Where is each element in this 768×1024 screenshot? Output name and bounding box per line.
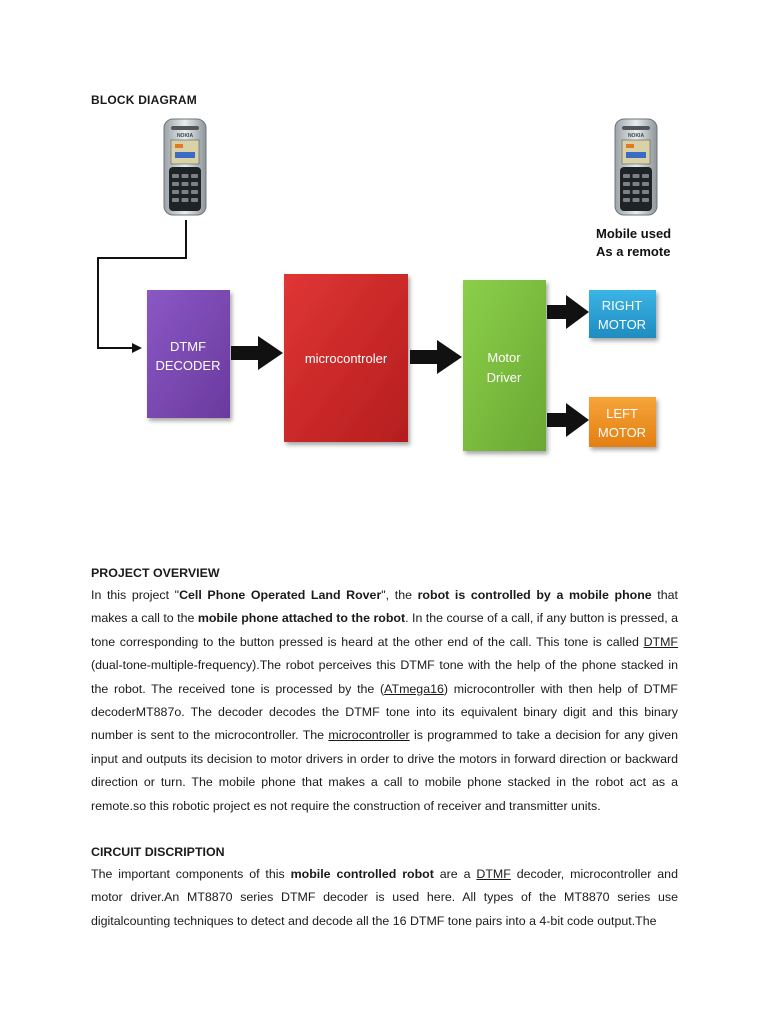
dtmf-label-line2: DECODER [155,358,221,373]
overview-text: . In the course of a call, if any button is pressed, a tone corresponding to the button pressed is heard at the other end of the call. This tone is called [91,611,679,649]
overview-text: (dual-tone-multiple-frequency).The robot perceives this DTMF tone with the help of the phone stacked in the robot. The received tone is processed by the ( [91,658,678,696]
right-motor-label-line2: MOTOR [597,317,647,332]
circuit-text: The important components of this [91,867,291,881]
phone-right-brand: NOKIA [627,133,645,139]
remote-caption-line1: Mobile used [596,226,672,241]
arrow-decoder-to-micro [231,336,283,370]
arrow-driver-to-left-motor [547,403,589,437]
overview-text: ", the [381,588,418,602]
remote-caption-line2: As a remote [596,244,671,259]
left-motor-label-line2: MOTOR [597,425,647,440]
dtmf-link[interactable]: DTMF [643,634,678,649]
overview-project-name: Cell Phone Operated Land Rover [179,588,382,602]
left-motor-label-line1: LEFT [606,406,638,421]
motor-driver-label-line1: Motor [487,350,521,365]
circuit-description-paragraph [91,863,678,933]
circuit-bold-phrase: mobile controlled robot [290,867,434,881]
overview-bold-phrase: robot is controlled by a mobile phone [417,588,652,602]
overview-text: ) microcontroller with then help of DTMF decoderMT887o. The decoder decodes the DTMF tone into its equivalent binary digit and this binary number is sent to the microcontroller. The [91,681,678,743]
block-diagram-heading: BLOCK DIAGRAM [91,93,197,107]
motor-driver-block [463,280,546,451]
project-overview-title: PROJECT OVERVIEW [91,566,220,580]
right-motor-label-line1: RIGHT [601,298,643,313]
overview-bold-phrase: mobile phone attached to the robot [197,611,406,626]
overview-text: In this project " [91,588,180,602]
remote-caption [596,225,671,261]
atmega16-link[interactable]: ATmega16 [384,681,444,696]
dtmf-decoder-block [147,290,230,418]
dtmf-link[interactable]: DTMF [476,867,511,881]
microcontroller-link[interactable]: microcontroller [328,728,410,743]
circuit-text: decoder, microcontroller and motor driver.An MT8870 series DTMF decoder is used here. All types of the MT8870 series use digitalcounting techniques to detect and decode all the 16 DTMF tone pairs into a 4-bit code output.The [91,867,678,928]
overview-text: that makes a call to the [91,588,678,626]
phone-right-icon [615,119,657,215]
phone-left-brand: NOKIA [176,133,194,139]
circuit-description-title: CIRCUIT DISCRIPTION [91,845,225,859]
dtmf-label-line1: DTMF [169,339,207,354]
microcontroller-label: microcontroler [304,351,388,366]
motor-driver-label-line2: Driver [486,370,522,385]
overview-text: is programmed to take a decision for any given input and outputs its decision to motor drivers in order to drive the motors in forward direction or backward direction or turn. The mobile phone that makes a call to mobile phone stacked in the robot act as a remote.so this robotic project es not require the construction of receiver and transmitter units. [91,728,678,813]
project-overview-paragraph [91,584,678,818]
circuit-text: are a [433,867,477,881]
arrow-driver-to-right-motor [547,295,589,329]
phone-left-icon [164,119,206,215]
arrow-micro-to-driver [410,340,462,374]
